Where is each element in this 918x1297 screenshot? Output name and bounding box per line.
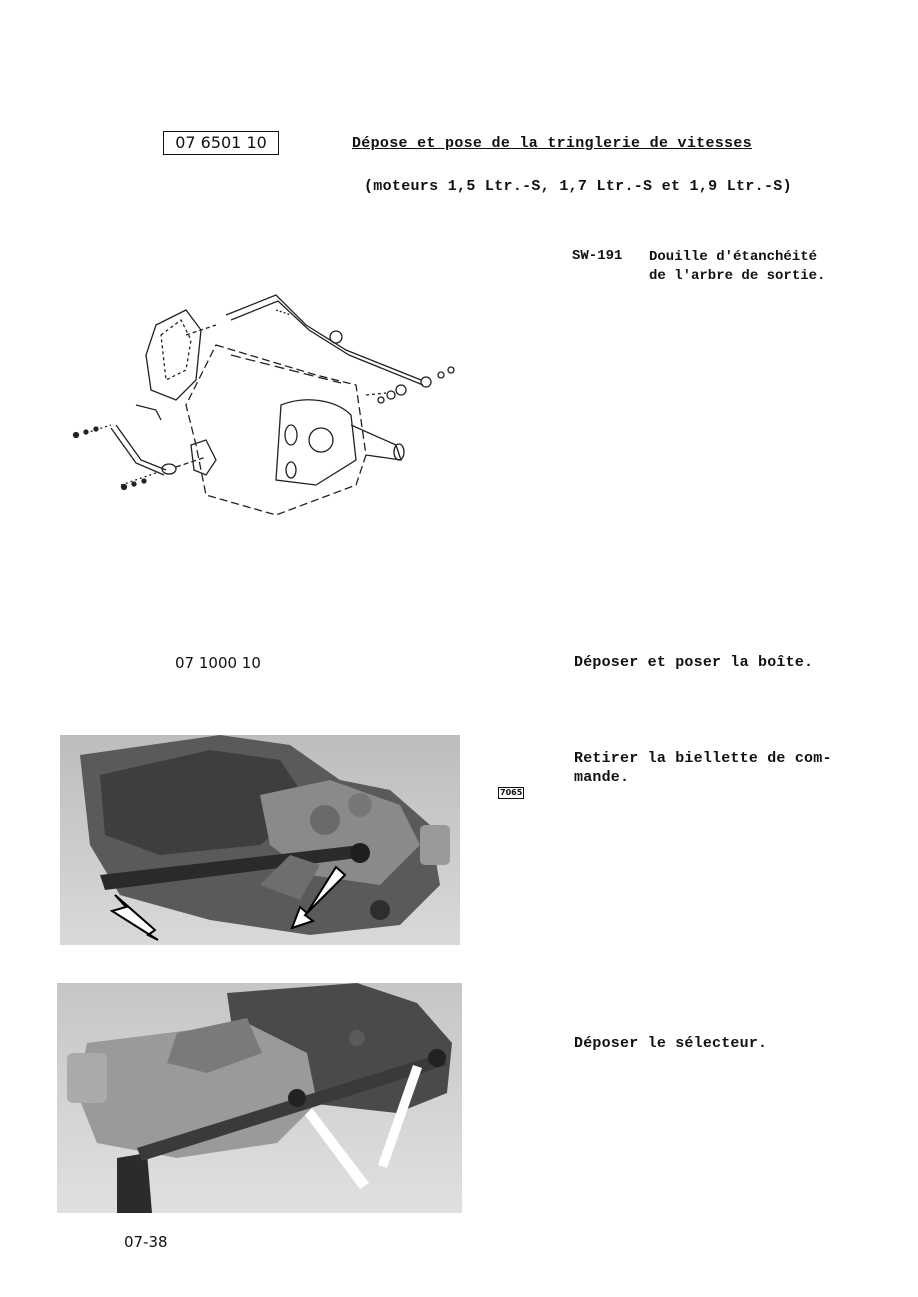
tool-description — [649, 248, 825, 286]
linkage-diagram-drawing — [66, 285, 466, 520]
photo-control-link — [60, 735, 460, 945]
tool-code: SW-191 — [572, 248, 623, 264]
tool-description-line-1: Douille d'étanchéité — [649, 249, 818, 265]
control-link-photo — [60, 735, 460, 945]
page-subtitle: (moteurs 1,5 Ltr.-S, 1,7 Ltr.-S et 1,9 Ltr.-S) — [364, 178, 792, 195]
tool-description-line-2: de l'arbre de sortie. — [649, 268, 826, 284]
photo-selector — [57, 983, 462, 1213]
step-remove-control-link — [574, 749, 874, 787]
reference-operation: 07 1000 10 — [175, 654, 261, 672]
step-remove-control-link-line-2: mande. — [574, 769, 630, 786]
page-title: Dépose et pose de la tringlerie de vitesses — [352, 135, 752, 152]
page-number: 07-38 — [124, 1233, 168, 1251]
operation-number: 07 6501 10 — [163, 131, 279, 155]
step-remove-gearbox: Déposer et poser la boîte. — [574, 654, 814, 671]
figure-number: 7065 — [500, 788, 523, 797]
selector-photo — [57, 983, 462, 1213]
step-remove-control-link-line-1: Retirer la biellette de com- — [574, 750, 832, 767]
step-remove-selector: Déposer le sélecteur. — [574, 1035, 768, 1052]
